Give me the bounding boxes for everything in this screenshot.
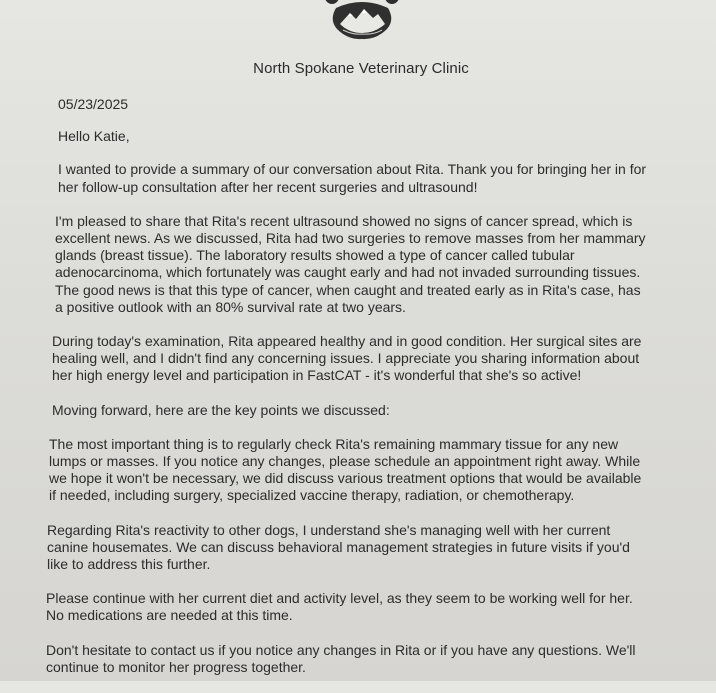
- paragraph-line: lumps or masses. If you notice any changes, please schedule an appointment right away. While: [49, 453, 641, 470]
- paragraph-line: if needed, including surgery, specialized vaccine therapy, radiation, or chemotherapy.: [49, 487, 575, 504]
- paragraph-line: Please continue with her current diet and activity level, as they seem to be working well for her.: [46, 590, 633, 607]
- paw-mountain-logo-icon: [321, 0, 403, 44]
- paragraph-diet: [46, 590, 708, 624]
- paragraph-closing: [46, 642, 708, 676]
- paragraph-line: During today's examination, Rita appeared healthy and in good condition. Her surgical sites are: [52, 333, 642, 350]
- paragraph-line: excellent news. As we discussed, Rita had two surgeries to remove masses from her mammary: [55, 230, 646, 247]
- paragraph-line: The good news is that this type of cancer, when caught and treated early as in Rita's case, has: [55, 281, 641, 298]
- paragraph-line: glands (breast tissue). The laboratory results showed a type of cancer called tubular: [55, 247, 575, 264]
- paragraph-line: adenocarcinoma, which fortunately was caught early and had not invaded surrounding tissues.: [55, 264, 641, 281]
- paragraph-line: continue to monitor her progress together.: [46, 658, 306, 675]
- paragraph-examination: [52, 333, 708, 385]
- paragraph-line: a positive outlook with an 80% survival rate at two years.: [55, 298, 406, 315]
- paragraph-line: her high energy level and participation in FastCAT - it's wonderful that she's so active!: [52, 367, 582, 384]
- letter-date: 05/23/2025: [58, 96, 129, 112]
- paragraph-line: Don't hesitate to contact us if you notice any changes in Rita or if you have any questions. We'll: [46, 641, 636, 658]
- paragraph-reactivity: [47, 522, 708, 574]
- paragraph-line: Moving forward, here are the key points we discussed:: [52, 401, 390, 418]
- paragraph-line: I wanted to provide a summary of our conversation about Rita. Thank you for bringing her in for: [58, 161, 647, 178]
- paragraph-monitoring: [49, 436, 708, 505]
- paragraph-ultrasound-results: [55, 213, 708, 316]
- clinic-name: North Spokane Veterinary Clinic: [253, 60, 469, 77]
- paragraph-line: healing well, and I didn't find any concerning issues. I appreciate you sharing information about: [52, 350, 640, 367]
- letter-greeting: Hello Katie,: [58, 128, 130, 145]
- paragraph-line: I'm pleased to share that Rita's recent ultrasound showed no signs of cancer spread, which is: [55, 212, 633, 229]
- paragraph-line: The most important thing is to regularly check Rita's remaining mammary tissue for any new: [49, 435, 619, 452]
- paragraph-line: like to address this further.: [47, 556, 211, 573]
- paragraph-summary: [58, 161, 708, 195]
- paragraph-line: her follow-up consultation after her recent surgeries and ultrasound!: [58, 178, 478, 195]
- paragraph-line: canine housemates. We can discuss behavioral management strategies in future visits if you'd: [47, 538, 630, 555]
- letter-body: [46, 96, 708, 693]
- paragraph-moving-forward: [52, 402, 708, 419]
- paragraph-line: No medications are needed at this time.: [46, 607, 293, 624]
- paragraph-line: Regarding Rita's reactivity to other dogs, I understand she's managing well with her current: [47, 521, 611, 538]
- paragraph-line: we hope it won't be necessary, we did discuss various treatment options that would be available: [49, 470, 642, 487]
